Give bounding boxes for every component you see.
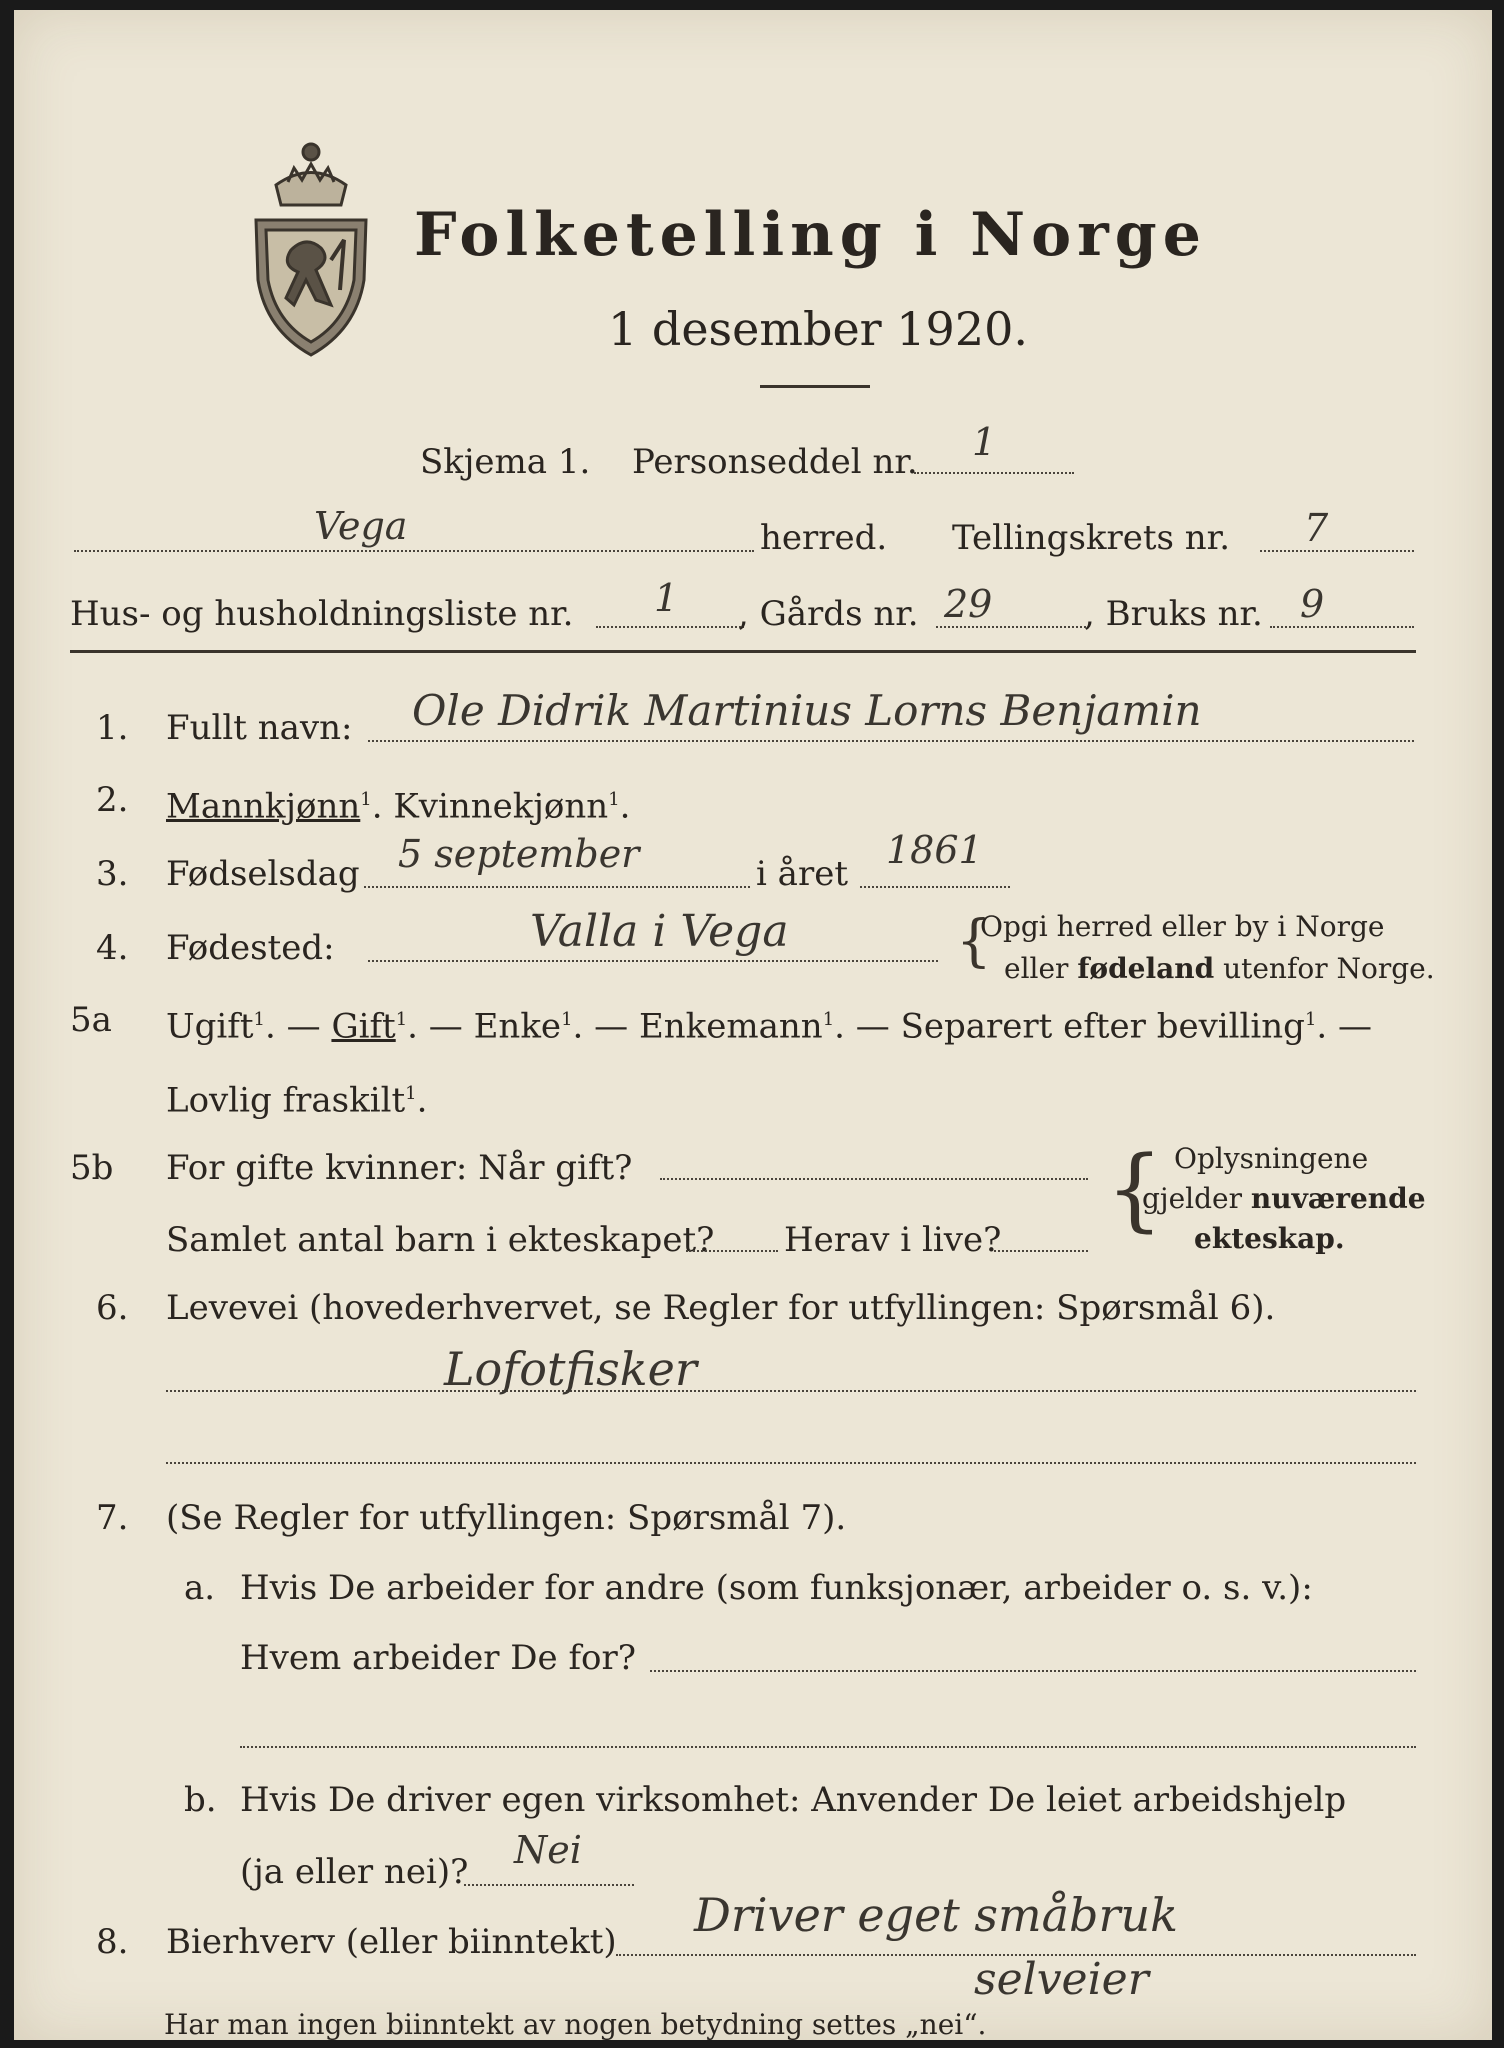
birth-year-field[interactable] xyxy=(860,886,1010,888)
header-rule xyxy=(70,650,1416,653)
birthplace-brace: { xyxy=(956,909,992,974)
personseddel-label: Personseddel nr. xyxy=(632,442,918,482)
q5b-label-3: Herav i live? xyxy=(784,1220,1002,1260)
married-option[interactable]: Gift xyxy=(331,1006,396,1047)
occupation-field[interactable] xyxy=(166,1390,1416,1392)
employer-field[interactable] xyxy=(650,1670,1416,1672)
female-option[interactable]: Kvinnekjønn xyxy=(393,786,609,827)
q8-label: Bierhverv (eller biinntekt) xyxy=(166,1922,617,1962)
side-income-value-1: Driver eget småbruk xyxy=(694,1888,1178,1942)
form-date: 1 desember 1920. xyxy=(608,302,1028,356)
q1-label: Fullt navn: xyxy=(166,708,353,748)
birthplace-note-1: Opgi herred eller by i Norge xyxy=(980,910,1385,943)
gards-value: 29 xyxy=(944,582,993,626)
hus-label: Hus- og husholdningsliste nr. xyxy=(70,594,574,634)
q3-label: Fødselsdag xyxy=(166,854,360,894)
male-option[interactable]: Mannkjønn xyxy=(166,786,361,827)
q2-number: 2. xyxy=(96,780,129,820)
birth-year-value: 1861 xyxy=(886,828,983,872)
year-label: i året xyxy=(756,854,848,894)
coat-of-arms-icon xyxy=(236,130,386,360)
q5b-label-1: For gifte kvinner: Når gift? xyxy=(166,1148,633,1188)
bruks-field[interactable] xyxy=(1270,626,1414,628)
q7b-label: Hvis De driver egen virksomhet: Anvender De leiet arbeidshjelp xyxy=(240,1780,1347,1820)
q4-label: Fødested: xyxy=(166,928,335,968)
footer-note: Har man ingen biinntekt av nogen betydning settes „nei“. xyxy=(164,2008,987,2041)
tellingskrets-label: Tellingskrets nr. xyxy=(952,518,1231,558)
q1-number: 1. xyxy=(96,708,129,748)
sex-options: Mannkjønn$^1$. Kvinnekjønn$^1$. xyxy=(166,786,631,827)
q5b-note-3: ekteskap. xyxy=(1194,1222,1345,1255)
gards-field[interactable] xyxy=(936,626,1086,628)
employer-field-2[interactable] xyxy=(240,1746,1416,1748)
divorced-option-line: Lovlig fraskilt$^1$. xyxy=(166,1080,428,1121)
birthplace-field[interactable] xyxy=(368,960,938,962)
tellingskrets-value: 7 xyxy=(1304,506,1329,550)
q5b-brace: { xyxy=(1106,1137,1164,1242)
q7-number: 7. xyxy=(96,1498,129,1538)
q7a-label: Hvis De arbeider for andre (som funksjonær, arbeider o. s. v.): xyxy=(240,1568,1313,1608)
bruks-value: 9 xyxy=(1300,582,1325,626)
hired-help-field[interactable] xyxy=(464,1884,634,1886)
widow-option[interactable]: Enke xyxy=(473,1006,562,1047)
herred-label: herred. xyxy=(760,518,888,558)
personseddel-value: 1 xyxy=(972,420,997,464)
hus-value: 1 xyxy=(654,576,679,620)
census-form xyxy=(14,10,1492,2040)
q6-number: 6. xyxy=(96,1288,129,1328)
children-alive-field[interactable] xyxy=(994,1250,1088,1252)
q5b-label-2: Samlet antal barn i ekteskapet? xyxy=(166,1220,715,1260)
gards-label: , Gårds nr. xyxy=(738,594,919,634)
divorced-option[interactable]: Lovlig fraskilt xyxy=(166,1080,406,1121)
q5b-number: 5b xyxy=(70,1148,114,1188)
tellingskrets-field[interactable] xyxy=(1260,550,1414,552)
personseddel-field[interactable] xyxy=(914,472,1074,474)
q7b-number: b. xyxy=(184,1780,217,1820)
schema-label: Skjema 1. xyxy=(420,442,591,482)
birthplace-value: Valla i Vega xyxy=(530,906,789,957)
q5b-note-1: Oplysningene xyxy=(1174,1142,1369,1175)
q7a-label-2: Hvem arbeider De for? xyxy=(240,1638,636,1678)
full-name-field[interactable] xyxy=(368,740,1414,742)
title-divider xyxy=(760,385,870,388)
marital-options: Ugift$^1$. — Gift$^1$. — Enke$^1$. — Enkemann$^1$. — Separert efter bevilling$^1$. — xyxy=(166,1006,1373,1047)
herred-field[interactable] xyxy=(74,550,754,552)
q4-number: 4. xyxy=(96,928,129,968)
q5a-number: 5a xyxy=(70,1000,112,1040)
q7a-number: a. xyxy=(184,1568,216,1608)
bruks-label: , Bruks nr. xyxy=(1084,594,1263,634)
occupation-field-2[interactable] xyxy=(166,1462,1416,1464)
separated-option[interactable]: Separert efter bevilling xyxy=(900,1006,1305,1047)
herred-value: Vega xyxy=(314,504,408,548)
q5b-note-2: gjelder nuværende xyxy=(1142,1182,1426,1215)
children-count-field[interactable] xyxy=(686,1250,778,1252)
occupation-value: Lofotfisker xyxy=(444,1342,697,1396)
side-income-value-2: selveier xyxy=(974,1954,1149,2005)
birthday-value: 5 september xyxy=(398,832,640,876)
q8-number: 8. xyxy=(96,1922,129,1962)
hired-help-value: Nei xyxy=(514,1828,582,1872)
widower-option[interactable]: Enkemann xyxy=(638,1006,823,1047)
birthplace-note-2: eller fødeland utenfor Norge. xyxy=(1004,952,1435,985)
q3-number: 3. xyxy=(96,854,129,894)
married-when-field[interactable] xyxy=(660,1178,1088,1180)
q7b-label-2: (ja eller nei)? xyxy=(240,1852,469,1892)
full-name-value: Ole Didrik Martinius Lorns Benjamin xyxy=(412,686,1202,735)
unmarried-option[interactable]: Ugift xyxy=(166,1006,254,1047)
form-title: Folketelling i Norge xyxy=(414,200,1207,270)
birthday-field[interactable] xyxy=(364,886,750,888)
q6-label: Levevei (hovederhvervet, se Regler for utfyllingen: Spørsmål 6). xyxy=(166,1288,1276,1328)
q7-label: (Se Regler for utfyllingen: Spørsmål 7). xyxy=(166,1498,847,1538)
hus-field[interactable] xyxy=(596,626,744,628)
